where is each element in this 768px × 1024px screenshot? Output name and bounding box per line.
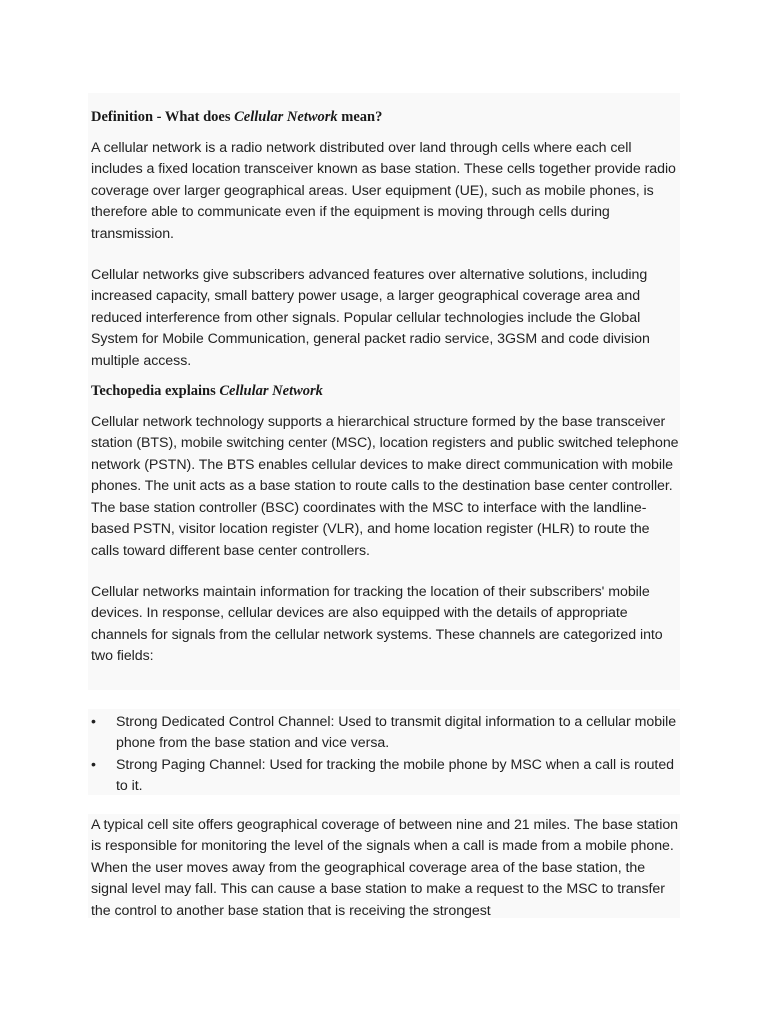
explains-heading-term: Cellular Network <box>219 383 323 400</box>
explains-heading-prefix: Techopedia explains <box>91 383 220 400</box>
channel-list-block <box>88 709 680 795</box>
definition-paragraph-1: A cellular network is a radio network distributed over land through cells where each cell includes a fixed location transceiver known as base station. These cells together provide radio coverage over larger geographical areas. User equipment (UE), such as mobile phones, is therefore able to communicate even if the equipment is moving through cells during transmission. <box>91 140 676 242</box>
list-item <box>91 755 680 798</box>
explains-paragraph-1: Cellular network technology supports a hierarchical structure formed by the base transceiver station (BTS), mobile switching center (MSC), location registers and public switched telephone network (PSTN). The BTS enables cellular devices to make direct communication with mobile phones. The unit acts as a base station to route calls to the destination base center controller. The base station controller (BSC) coordinates with the MSC to interface with the landline-based PSTN, visitor location register (VLR), and home location register (HLR) to route the calls toward different base center controllers. <box>91 414 679 559</box>
cell-site-block <box>88 814 680 918</box>
list-item-text: Strong Dedicated Control Channel: Used to transmit digital information to a cellular mobile phone from the base station and vice versa. <box>116 714 677 752</box>
channel-list <box>88 712 680 798</box>
bullet-icon: • <box>91 714 96 730</box>
definition-heading-term: Cellular Network <box>234 109 338 125</box>
definition-heading-suffix: mean? <box>337 109 383 125</box>
definition-heading <box>91 108 680 126</box>
definition-heading-prefix: Definition - What does <box>91 109 235 125</box>
list-item <box>91 712 680 755</box>
explains-paragraph-2: Cellular networks maintain information for tracking the location of their subscribers' mobile devices. In response, cellular devices are also equipped with the details of appropriate channels for signals from the cellular network systems. These channels are categorized into two fields: <box>91 583 663 665</box>
explains-heading <box>91 382 680 400</box>
list-item-text: Strong Paging Channel: Used for tracking the mobile phone by MSC when a call is routed to it. <box>116 756 674 795</box>
cell-site-paragraph: A typical cell site offers geographical coverage of between nine and 21 miles. The base station is responsible for monitoring the level of the signals when a call is made from a mobile phone. When the user moves away from the geographical coverage area of the base station, the signal level may fall. This can cause a base station to make a request to the MSC to transfer the control to another base station that is receiving the strongest <box>91 817 679 918</box>
article-main-block <box>88 93 680 690</box>
bullet-icon: • <box>91 756 96 773</box>
definition-paragraph-2: Cellular networks give subscribers advanced features over alternative solutions, including increased capacity, small battery power usage, a larger geographical coverage area and reduced interference from other signals. Popular cellular technologies include the Global System for Mobile Communication, general packet radio service, 3GSM and code division multiple access. <box>91 267 650 369</box>
